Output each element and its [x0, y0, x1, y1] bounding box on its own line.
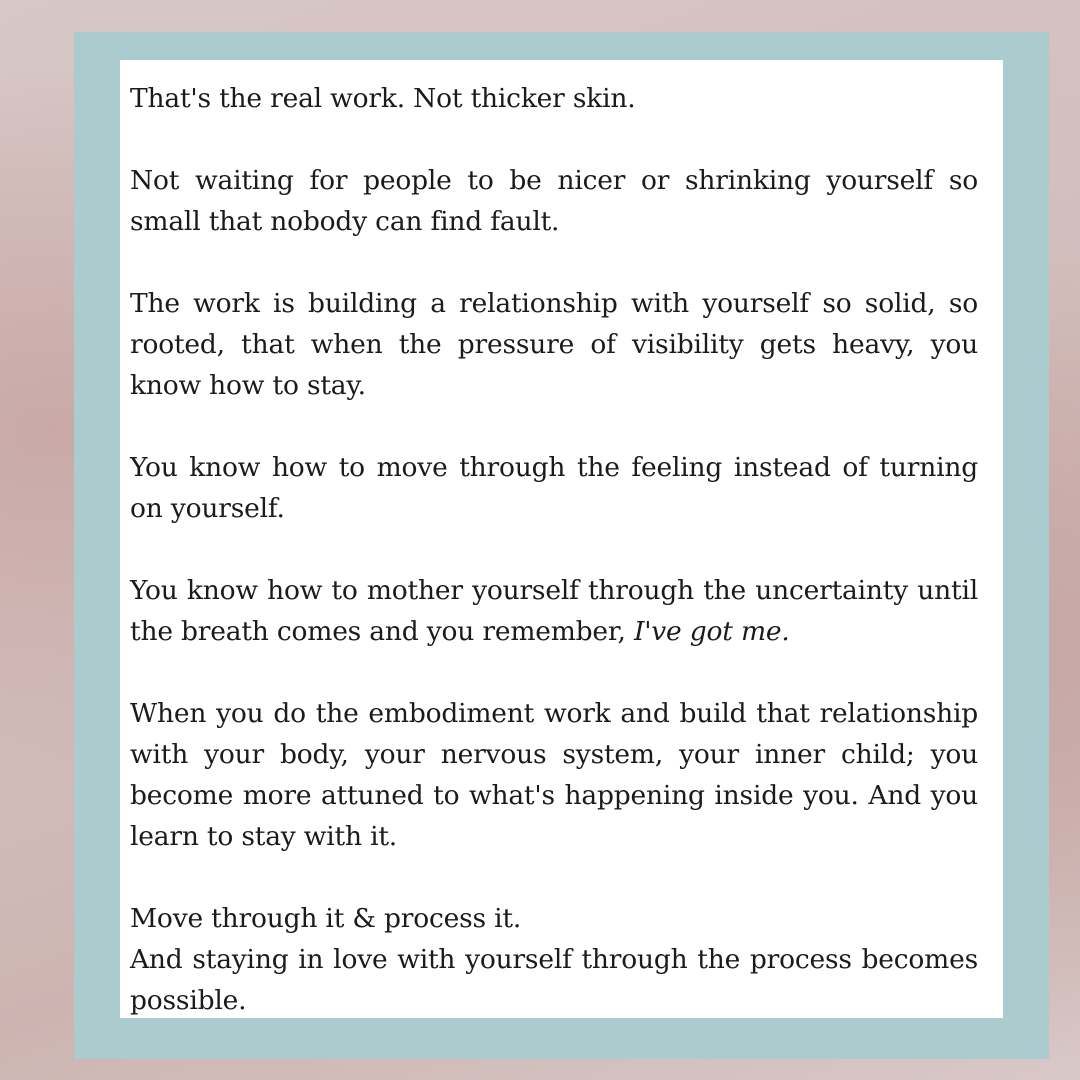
- paragraph-4: You know how to move through the feeling instead of turning on yourself.: [130, 452, 978, 524]
- text-card: [120, 60, 1003, 1018]
- paragraph-2: Not waiting for people to be nicer or shrinking yourself so small that nobody can find fault.: [130, 165, 978, 237]
- paragraph-7: Move through it & process it.: [130, 903, 522, 934]
- body-text: [130, 78, 978, 1018]
- paragraph-5-text: You know how to mother yourself through the uncertainty until the breath comes and you remember,: [130, 575, 978, 647]
- paragraph-1: That's the real work. Not thicker skin.: [130, 83, 636, 114]
- paragraph-3: The work is building a relationship with yourself so solid, so rooted, that when the pressure of visibility gets heavy, you know how to stay.: [130, 288, 978, 401]
- paragraph-5: [130, 570, 978, 652]
- paragraph-6: When you do the embodiment work and build that relationship with your body, your nervous system, your inner child; you become more attuned to what's happening inside you. And you learn to stay with it.: [130, 698, 978, 852]
- paragraph-5-italic: I've got me.: [633, 616, 790, 647]
- paragraph-8: And staying in love with yourself through the process becomes possible.: [130, 944, 978, 1016]
